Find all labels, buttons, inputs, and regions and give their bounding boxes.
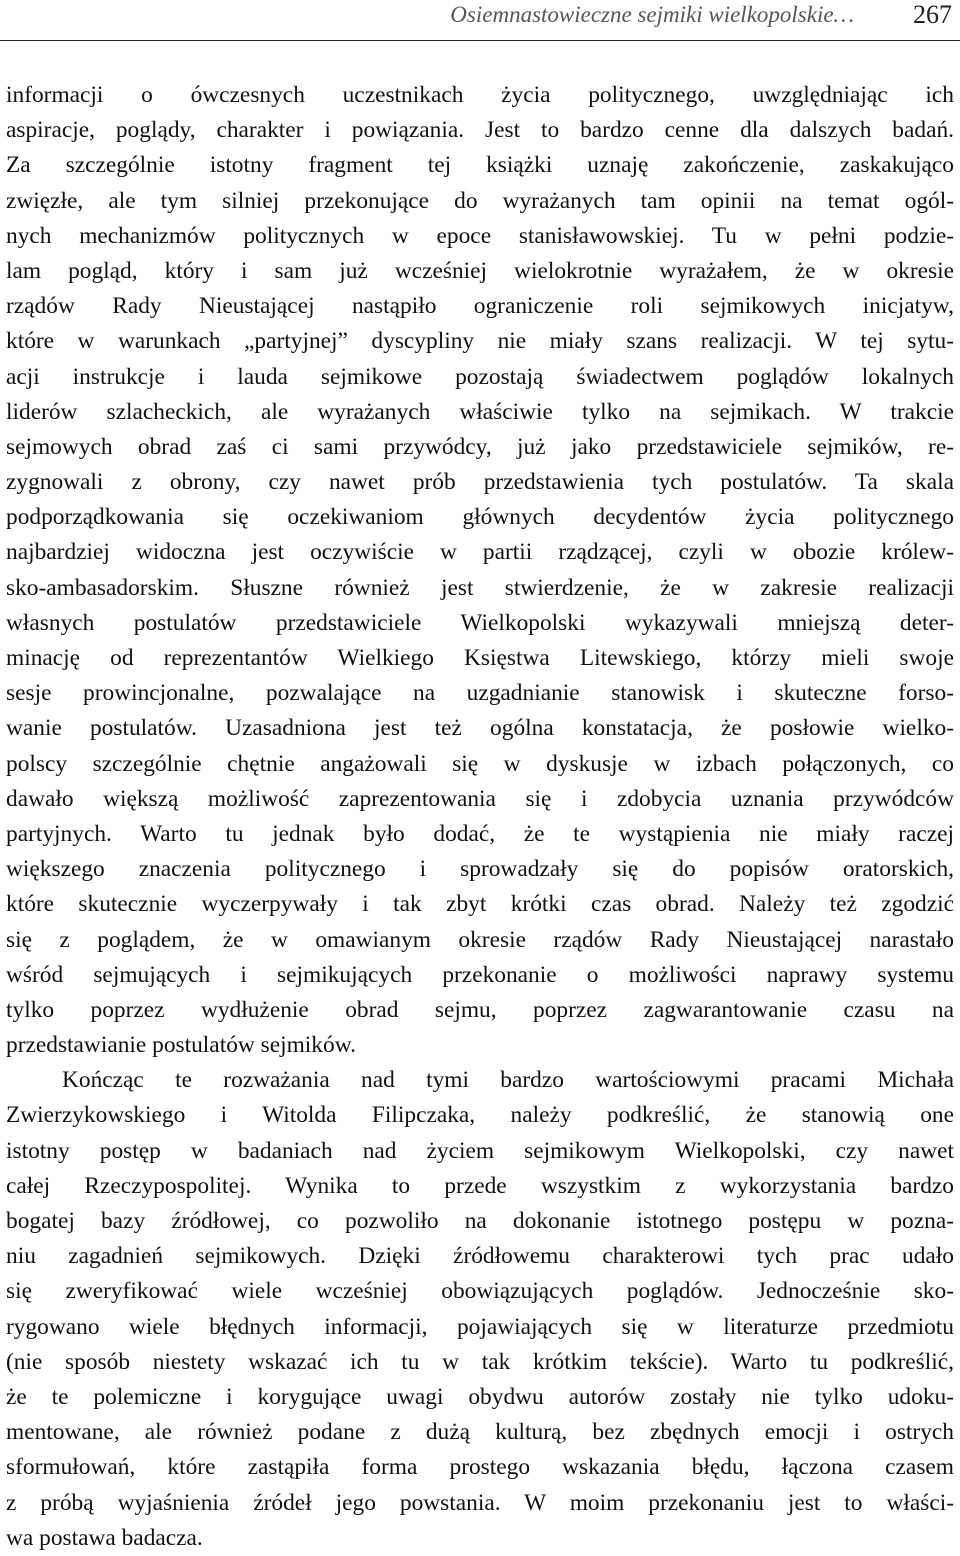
text-line: sformułowań, które zastąpiła forma prostego wskazania błędu, łączona czasem: [6, 1454, 954, 1481]
running-head: [0, 0, 960, 41]
text-line: polscy szczególnie chętnie angażowali się w dyskusje w izbach połączonych, co: [6, 750, 954, 777]
text-line: rygowano wiele błędnych informacji, pojawiających się w literaturze przedmiotu: [6, 1313, 954, 1340]
text-line: Za szczególnie istotny fragment tej książki uznaję zakończenie, zaskakująco: [6, 152, 954, 179]
text-line: Zwierzykowskiego i Witolda Filipczaka, należy podkreślić, że stanowią one: [6, 1102, 954, 1129]
text-line: niu zagadnień sejmikowych. Dzięki źródłowemu charakterowi tych prac udało: [6, 1243, 954, 1270]
paragraph: [6, 1063, 954, 1556]
text-line: większego znaczenia politycznego i sprowadzały się do popisów oratorskich,: [6, 856, 954, 883]
text-line: minację od reprezentantów Wielkiego Księstwa Litewskiego, którzy mieli swoje: [6, 645, 954, 671]
text-line: nych mechanizmów politycznych w epoce stanisławowskiej. Tu w pełni podzie-: [6, 222, 954, 249]
text-line: zygnowali z obrony, czy nawet prób przedstawienia tych postulatów. Ta skala: [6, 469, 954, 496]
text-line: własnych postulatów przedstawiciele Wielkopolski wykazywali mniejszą deter-: [6, 609, 954, 636]
text-line: dawało większą możliwość zaprezentowania się i zdobycia uznania przywódców: [6, 785, 954, 812]
text-line: bogatej bazy źródłowej, co pozwoliło na dokonanie istotnego postępu w pozna-: [6, 1208, 954, 1234]
paragraph: [6, 78, 954, 1063]
text-line: istotny postęp w badaniach nad życiem sejmikowym Wielkopolski, czy nawet: [6, 1137, 954, 1164]
text-line: wanie postulatów. Uzasadniona jest też ogólna konstatacja, że posłowie wielko-: [6, 715, 954, 742]
text-line: że te polemiczne i korygujące uwagi obydwu autorów zostały nie tylko udoku-: [6, 1383, 954, 1410]
text-line: się z poglądem, że w omawianym okresie rządów Rady Nieustającej narastało: [6, 926, 954, 953]
text-line: sejmowych obrad zaś ci sami przywódcy, już jako przedstawiciele sejmików, re-: [6, 433, 954, 460]
running-title: Osiemnastowieczne sejmiki wielkopolskie…: [450, 2, 854, 27]
text-line: informacji o ówczesnych uczestnikach życia politycznego, uwzględniając ich: [6, 82, 954, 108]
text-line: sko-ambasadorskim. Słuszne również jest stwierdzenie, że w zakresie realizacji: [6, 574, 954, 601]
text-line: przedstawianie postulatów sejmików.: [6, 1032, 356, 1059]
text-line: Kończąc te rozważania nad tymi bardzo wartościowymi pracami Michała: [62, 1067, 954, 1094]
text-line: wśród sejmujących i sejmikujących przekonanie o możliwości naprawy systemu: [6, 961, 954, 988]
text-line: mentowane, ale również podane z dużą kulturą, bez zbędnych emocji i ostrych: [6, 1419, 954, 1446]
text-line: które skutecznie wyczerpywały i tak zbyt krótki czas obrad. Należy też zgodzić: [6, 891, 954, 918]
text-line: się zweryfikować wiele wcześniej obowiązujących poglądów. Jednocześnie sko-: [6, 1278, 954, 1305]
text-line: tylko poprzez wydłużenie obrad sejmu, poprzez zagwarantowanie czasu na: [6, 996, 954, 1023]
text-line: (nie sposób niestety wskazać ich tu w tak krótkim tekście). Warto tu podkreślić,: [6, 1348, 954, 1375]
text-line: partyjnych. Warto tu jednak było dodać, że te wystąpienia nie miały raczej: [6, 820, 954, 847]
text-line: acji instrukcje i lauda sejmikowe pozostają świadectwem poglądów lokalnych: [6, 363, 954, 390]
text-line: liderów szlacheckich, ale wyrażanych właściwie tylko na sejmikach. W trakcie: [6, 398, 954, 425]
page-number: 267: [913, 0, 952, 29]
text-line: aspiracje, poglądy, charakter i powiązania. Jest to bardzo cenne dla dalszych badań.: [6, 117, 954, 144]
text-line: wa postawa badacza.: [6, 1524, 203, 1551]
text-line: sesje prowincjonalne, pozwalające na uzgadnianie stanowisk i skuteczne forso-: [6, 680, 954, 707]
text-line: lam pogląd, który i sam już wcześniej wielokrotnie wyrażałem, że w okresie: [6, 257, 954, 284]
text-line: całej Rzeczypospolitej. Wynika to przede wszystkim z wykorzystania bardzo: [6, 1172, 954, 1199]
text-line: zwięzłe, ale tym silniej przekonujące do wyrażanych tam opinii na temat ogól-: [6, 187, 954, 214]
text-line: z próbą wyjaśnienia źródeł jego powstania. W moim przekonaniu jest to właści-: [6, 1489, 954, 1516]
body-text: [6, 78, 954, 1556]
text-line: rządów Rady Nieustającej nastąpiło ograniczenie roli sejmikowych inicjatyw,: [6, 293, 954, 320]
text-line: najbardziej widoczna jest oczywiście w partii rządzącej, czyli w obozie królew-: [6, 539, 954, 566]
text-line: podporządkowania się oczekiwaniom głównych decydentów życia politycznego: [6, 504, 954, 531]
text-line: które w warunkach „partyjnej” dyscypliny nie miały szans realizacji. W tej sytu-: [6, 328, 954, 355]
